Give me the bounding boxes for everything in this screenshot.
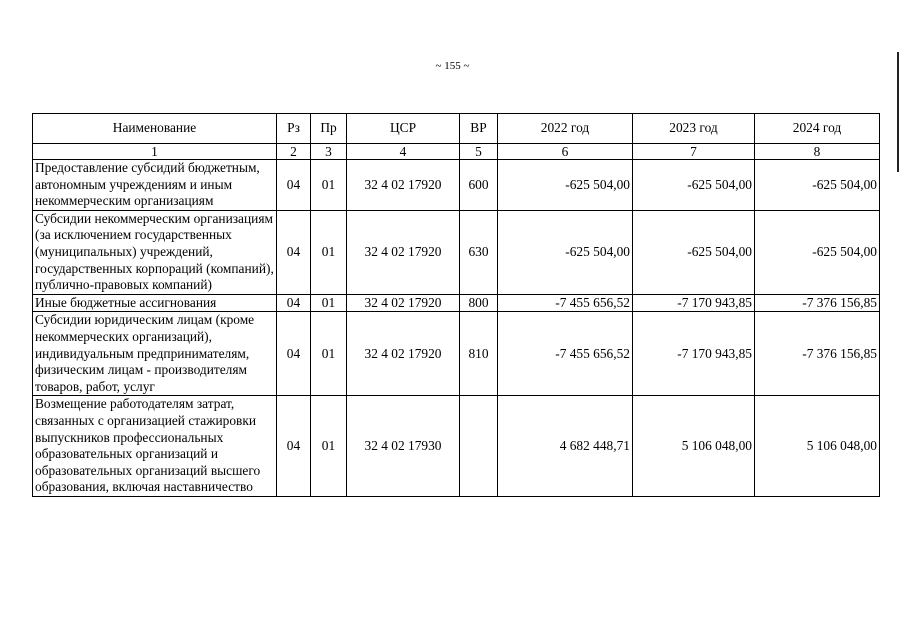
row-2023: -625 504,00: [633, 160, 755, 211]
column-number: 7: [633, 144, 755, 160]
row-name: Субсидии юридическим лицам (кроме некоммерческих организаций), индивидуальным предпринимателям, физическим лицам - производителям товаров, работ, услуг: [33, 312, 277, 396]
header-pr: Пр: [311, 114, 347, 144]
row-pr: 01: [311, 294, 347, 312]
row-2023: 5 106 048,00: [633, 396, 755, 497]
column-number: 6: [498, 144, 633, 160]
row-csr: 32 4 02 17930: [347, 396, 460, 497]
table-row: [33, 396, 880, 497]
budget-table: [32, 113, 880, 497]
row-2024: -625 504,00: [755, 210, 880, 294]
header-vr: ВР: [460, 114, 498, 144]
row-2022: -7 455 656,52: [498, 312, 633, 396]
header-2024: 2024 год: [755, 114, 880, 144]
header-name: Наименование: [33, 114, 277, 144]
row-2023: -7 170 943,85: [633, 294, 755, 312]
row-rz: 04: [277, 210, 311, 294]
row-pr: 01: [311, 210, 347, 294]
row-vr: 630: [460, 210, 498, 294]
row-csr: 32 4 02 17920: [347, 210, 460, 294]
row-rz: 04: [277, 396, 311, 497]
row-rz: 04: [277, 160, 311, 211]
row-vr: 810: [460, 312, 498, 396]
table-row: [33, 294, 880, 312]
header-2022: 2022 год: [498, 114, 633, 144]
row-rz: 04: [277, 312, 311, 396]
row-vr: 600: [460, 160, 498, 211]
row-2022: -625 504,00: [498, 210, 633, 294]
row-2023: -625 504,00: [633, 210, 755, 294]
column-number: 8: [755, 144, 880, 160]
row-2024: -625 504,00: [755, 160, 880, 211]
header-2023: 2023 год: [633, 114, 755, 144]
row-2024: -7 376 156,85: [755, 294, 880, 312]
row-2022: -7 455 656,52: [498, 294, 633, 312]
row-2024: 5 106 048,00: [755, 396, 880, 497]
row-2022: 4 682 448,71: [498, 396, 633, 497]
page-number: ~ 155 ~: [435, 60, 470, 72]
row-csr: 32 4 02 17920: [347, 160, 460, 211]
table-row: [33, 312, 880, 396]
column-number-row: [33, 144, 880, 160]
row-pr: 01: [311, 312, 347, 396]
row-vr: [460, 396, 498, 497]
column-number: 2: [277, 144, 311, 160]
table-row: [33, 210, 880, 294]
header-rz: Рз: [277, 114, 311, 144]
header-row: [33, 114, 880, 144]
row-2023: -7 170 943,85: [633, 312, 755, 396]
row-csr: 32 4 02 17920: [347, 312, 460, 396]
column-number: 5: [460, 144, 498, 160]
row-2024: -7 376 156,85: [755, 312, 880, 396]
table-row: [33, 160, 880, 211]
page-edge-line: [897, 52, 899, 172]
column-number: 1: [33, 144, 277, 160]
row-2022: -625 504,00: [498, 160, 633, 211]
column-number: 4: [347, 144, 460, 160]
row-name: Возмещение работодателям затрат, связанных с организацией стажировки выпускников профессиональных образовательных организаций и образовательных организаций высшего образования, включая наставничество: [33, 396, 277, 497]
row-name: Субсидии некоммерческим организациям (за исключением государственных (муниципальных) учреждений, государственных корпораций (компаний), публично-правовых компаний): [33, 210, 277, 294]
row-vr: 800: [460, 294, 498, 312]
row-name: Предоставление субсидий бюджетным, автономным учреждениям и иным некоммерческим организациям: [33, 160, 277, 211]
row-name: Иные бюджетные ассигнования: [33, 294, 277, 312]
column-number: 3: [311, 144, 347, 160]
row-pr: 01: [311, 160, 347, 211]
header-csr: ЦСР: [347, 114, 460, 144]
row-csr: 32 4 02 17920: [347, 294, 460, 312]
row-rz: 04: [277, 294, 311, 312]
row-pr: 01: [311, 396, 347, 497]
